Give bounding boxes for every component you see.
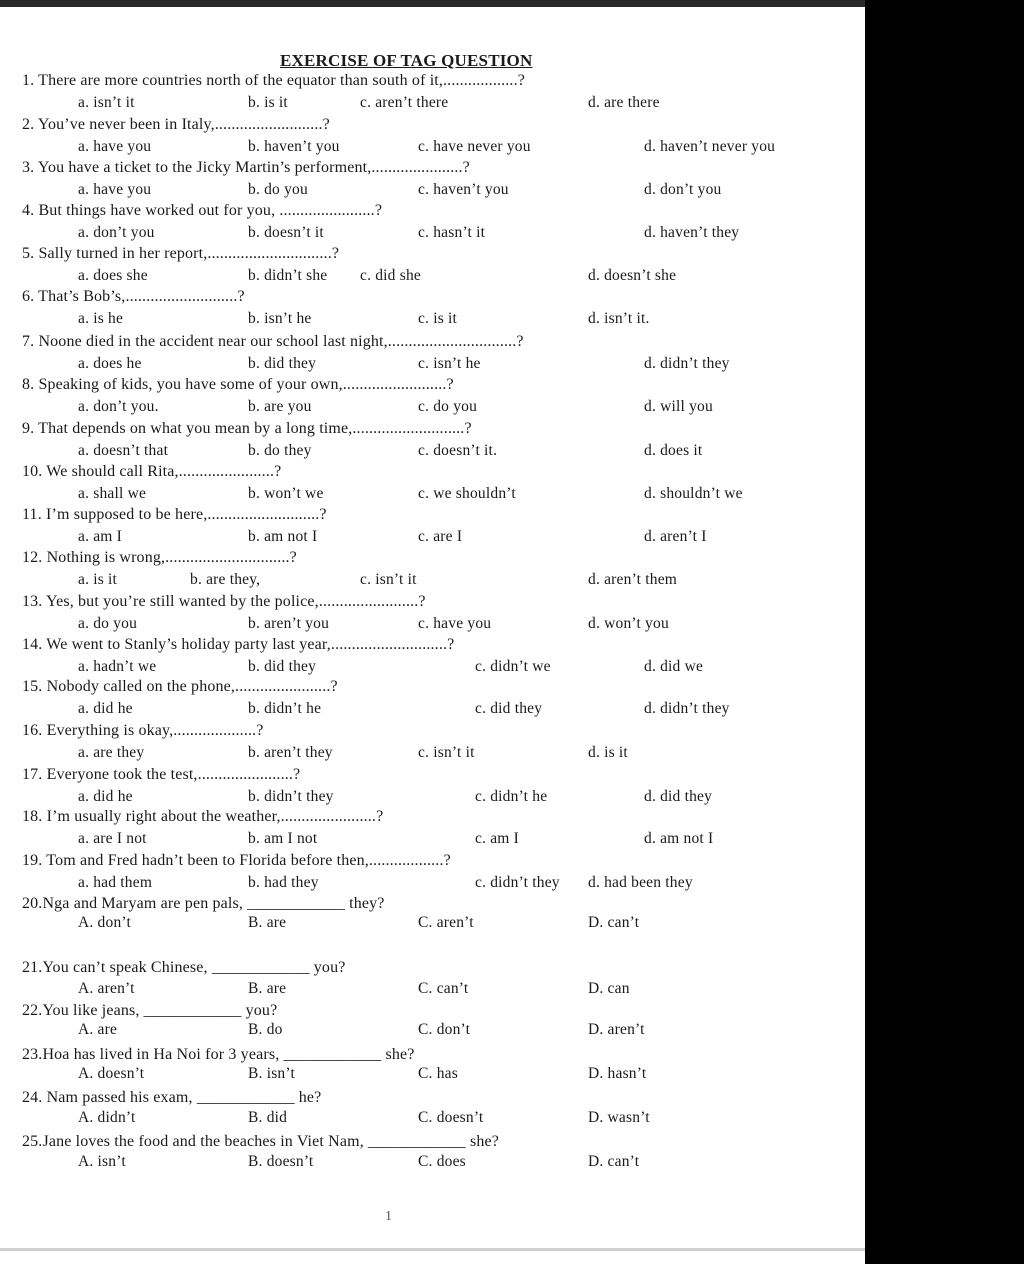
- answer-option-c: c. aren’t there: [360, 94, 449, 111]
- answer-option-a: a. are they: [78, 744, 145, 761]
- answer-option-b: b. aren’t you: [248, 615, 330, 632]
- answer-option-b: b. isn’t he: [248, 310, 312, 327]
- answer-option-d: d. did we: [644, 658, 704, 675]
- answer-option-d: d. don’t you: [644, 181, 722, 198]
- question-stem: 13. Yes, but you’re still wanted by the police,........................?: [22, 593, 426, 610]
- answer-option-b: B. doesn’t: [248, 1153, 314, 1170]
- question-stem: 4. But things have worked out for you, .......................?: [22, 202, 383, 219]
- answer-option-c: C. does: [418, 1153, 466, 1170]
- answer-option-b: b. did they: [248, 658, 317, 675]
- question-stem: 19. Tom and Fred hadn’t been to Florida before then,..................?: [22, 852, 451, 869]
- answer-option-b: b. didn’t he: [248, 700, 322, 717]
- answer-option-a: a. isn’t it: [78, 94, 135, 111]
- answer-option-a: a. have you: [78, 138, 152, 155]
- question-stem: 8. Speaking of kids, you have some of your own,.........................?: [22, 376, 454, 393]
- answer-option-a: a. do you: [78, 615, 138, 632]
- answer-option-c: c. are I: [418, 528, 463, 545]
- page-number: 1: [385, 1209, 392, 1224]
- answer-option-d: d. will you: [644, 398, 713, 415]
- answer-option-a: a. did he: [78, 788, 133, 805]
- answer-option-c: c. isn’t it: [360, 571, 417, 588]
- question-20: [0, 894, 865, 938]
- answer-option-a: a. does she: [78, 267, 148, 284]
- question-1: [0, 71, 865, 115]
- answer-option-b: B. are: [248, 980, 287, 997]
- answer-option-d: d. is it: [588, 744, 628, 761]
- question-7: [0, 332, 865, 376]
- answer-option-c: c. isn’t it: [418, 744, 475, 761]
- answer-option-c: c. did they: [475, 700, 543, 717]
- answer-option-b: b. had they: [248, 874, 319, 891]
- question-13: [0, 592, 865, 636]
- answer-option-c: c. isn’t he: [418, 355, 481, 372]
- answer-option-c: c. did she: [360, 267, 421, 284]
- answer-option-d: d. isn’t it.: [588, 310, 650, 327]
- answer-option-d: d. aren’t I: [644, 528, 707, 545]
- question-stem: 5. Sally turned in her report,..............................?: [22, 245, 340, 262]
- answer-option-c: c. doesn’t it.: [418, 442, 498, 459]
- answer-option-c: c. do you: [418, 398, 478, 415]
- answer-option-d: d. aren’t them: [588, 571, 678, 588]
- answer-option-d: d. won’t you: [588, 615, 669, 632]
- question-25: [0, 1132, 865, 1176]
- worksheet-page: [0, 7, 865, 1247]
- answer-option-a: a. hadn’t we: [78, 658, 157, 675]
- answer-option-b: b. didn’t she: [248, 267, 328, 284]
- answer-option-d: d. had been they: [588, 874, 693, 891]
- answer-option-a: a. does he: [78, 355, 142, 372]
- answer-option-c: c. didn’t we: [475, 658, 551, 675]
- answer-option-a: a. did he: [78, 700, 133, 717]
- question-stem: 2. You’ve never been in Italy,..........................?: [22, 116, 330, 133]
- question-10: [0, 462, 865, 506]
- question-23: [0, 1045, 865, 1089]
- answer-option-a: a. don’t you: [78, 224, 155, 241]
- answer-option-b: B. did: [248, 1109, 288, 1126]
- answer-option-d: d. shouldn’t we: [644, 485, 743, 502]
- answer-option-c: C. has: [418, 1065, 458, 1082]
- answer-option-b: b. aren’t they: [248, 744, 333, 761]
- question-list: [0, 7, 865, 1247]
- answer-option-c: c. we shouldn’t: [418, 485, 516, 502]
- question-2: [0, 115, 865, 159]
- answer-option-d: D. wasn’t: [588, 1109, 650, 1126]
- question-stem: 18. I’m usually right about the weather,.......................?: [22, 808, 384, 825]
- question-4: [0, 201, 865, 245]
- answer-option-b: b. am not I: [248, 528, 318, 545]
- answer-option-a: A. are: [78, 1021, 118, 1038]
- page-title: EXERCISE OF TAG QUESTION: [280, 51, 533, 70]
- answer-option-d: d. does it: [644, 442, 703, 459]
- question-5: [0, 244, 865, 288]
- question-6: [0, 287, 865, 331]
- answer-option-a: A. didn’t: [78, 1109, 136, 1126]
- bottom-edge-line: [0, 1248, 865, 1251]
- answer-option-d: d. didn’t they: [644, 355, 730, 372]
- answer-option-a: A. isn’t: [78, 1153, 126, 1170]
- question-22: [0, 1001, 865, 1045]
- question-14: [0, 635, 865, 679]
- answer-option-c: c. is it: [418, 310, 458, 327]
- answer-option-c: c. didn’t he: [475, 788, 548, 805]
- answer-option-b: b. is it: [248, 94, 288, 111]
- answer-option-b: b. am I not: [248, 830, 318, 847]
- answer-option-a: a. am I: [78, 528, 123, 545]
- question-stem: 1. There are more countries north of the equator than south of it,..................?: [22, 72, 525, 89]
- question-12: [0, 548, 865, 592]
- question-stem: 12. Nothing is wrong,..............................?: [22, 549, 297, 566]
- answer-option-c: c. hasn’t it: [418, 224, 486, 241]
- question-21: [0, 958, 865, 1002]
- answer-option-b: b. did they: [248, 355, 317, 372]
- question-stem: 23.Hoa has lived in Ha Noi for 3 years, ____________ she?: [22, 1046, 415, 1063]
- answer-option-b: b. do you: [248, 181, 308, 198]
- question-stem: 9. That depends on what you mean by a long time,...........................?: [22, 420, 472, 437]
- answer-option-c: c. didn’t they: [475, 874, 560, 891]
- question-stem: 10. We should call Rita,.......................?: [22, 463, 282, 480]
- answer-option-a: a. shall we: [78, 485, 147, 502]
- answer-option-d: d. haven’t they: [644, 224, 740, 241]
- question-stem: 22.You like jeans, ____________ you?: [22, 1002, 278, 1019]
- answer-option-c: C. don’t: [418, 1021, 471, 1038]
- right-dark-margin: [865, 0, 1024, 1264]
- question-stem: 14. We went to Stanly’s holiday party last year,............................?: [22, 636, 455, 653]
- answer-option-d: D. can’t: [588, 914, 640, 931]
- answer-option-d: d. are there: [588, 94, 660, 111]
- question-stem: 20.Nga and Maryam are pen pals, ____________ they?: [22, 895, 385, 912]
- question-3: [0, 158, 865, 202]
- answer-option-d: d. haven’t never you: [644, 138, 776, 155]
- answer-option-d: D. can: [588, 980, 630, 997]
- answer-option-d: D. aren’t: [588, 1021, 645, 1038]
- answer-option-c: c. have never you: [418, 138, 531, 155]
- answer-option-d: D. hasn’t: [588, 1065, 647, 1082]
- question-stem: 7. Noone died in the accident near our school last night,...............................?: [22, 333, 524, 350]
- question-17: [0, 765, 865, 809]
- question-stem: 3. You have a ticket to the Jicky Martin’s performent,......................?: [22, 159, 470, 176]
- answer-option-a: a. had them: [78, 874, 153, 891]
- question-16: [0, 721, 865, 765]
- question-stem: 16. Everything is okay,....................?: [22, 722, 264, 739]
- answer-option-c: C. can’t: [418, 980, 469, 997]
- question-stem: 17. Everyone took the test,.......................?: [22, 766, 301, 783]
- answer-option-d: d. didn’t they: [644, 700, 730, 717]
- question-stem: 24. Nam passed his exam, ____________ he?: [22, 1089, 322, 1106]
- answer-option-c: C. aren’t: [418, 914, 474, 931]
- answer-option-d: d. did they: [644, 788, 713, 805]
- answer-option-a: a. don’t you.: [78, 398, 159, 415]
- question-stem: 6. That’s Bob’s,...........................?: [22, 288, 245, 305]
- answer-option-c: c. haven’t you: [418, 181, 509, 198]
- answer-option-a: a. is it: [78, 571, 118, 588]
- answer-option-a: A. aren’t: [78, 980, 135, 997]
- question-19: [0, 851, 865, 895]
- question-24: [0, 1088, 865, 1132]
- question-9: [0, 419, 865, 463]
- answer-option-d: d. doesn’t she: [588, 267, 677, 284]
- answer-option-b: B. do: [248, 1021, 283, 1038]
- answer-option-d: d. am not I: [644, 830, 714, 847]
- question-11: [0, 505, 865, 549]
- question-18: [0, 807, 865, 851]
- question-8: [0, 375, 865, 419]
- answer-option-a: a. are I not: [78, 830, 147, 847]
- answer-option-b: B. isn’t: [248, 1065, 295, 1082]
- answer-option-a: a. is he: [78, 310, 124, 327]
- answer-option-b: b. do they: [248, 442, 312, 459]
- answer-option-a: a. have you: [78, 181, 152, 198]
- answer-option-a: a. doesn’t that: [78, 442, 169, 459]
- answer-option-b: b. didn’t they: [248, 788, 334, 805]
- question-stem: 21.You can’t speak Chinese, ____________ you?: [22, 959, 346, 976]
- question-stem: 11. I’m supposed to be here,...........................?: [22, 506, 327, 523]
- answer-option-a: A. don’t: [78, 914, 131, 931]
- answer-option-c: C. doesn’t: [418, 1109, 484, 1126]
- answer-option-d: D. can’t: [588, 1153, 640, 1170]
- answer-option-c: c. have you: [418, 615, 492, 632]
- question-stem: 25.Jane loves the food and the beaches in Viet Nam, ____________ she?: [22, 1133, 499, 1150]
- answer-option-b: b. haven’t you: [248, 138, 340, 155]
- question-15: [0, 677, 865, 721]
- answer-option-b: b. are they,: [190, 571, 261, 588]
- answer-option-a: A. doesn’t: [78, 1065, 145, 1082]
- answer-option-b: b. doesn’t it: [248, 224, 324, 241]
- answer-option-b: b. won’t we: [248, 485, 324, 502]
- answer-option-c: c. am I: [475, 830, 520, 847]
- answer-option-b: b. are you: [248, 398, 312, 415]
- question-stem: 15. Nobody called on the phone,.......................?: [22, 678, 338, 695]
- answer-option-b: B. are: [248, 914, 287, 931]
